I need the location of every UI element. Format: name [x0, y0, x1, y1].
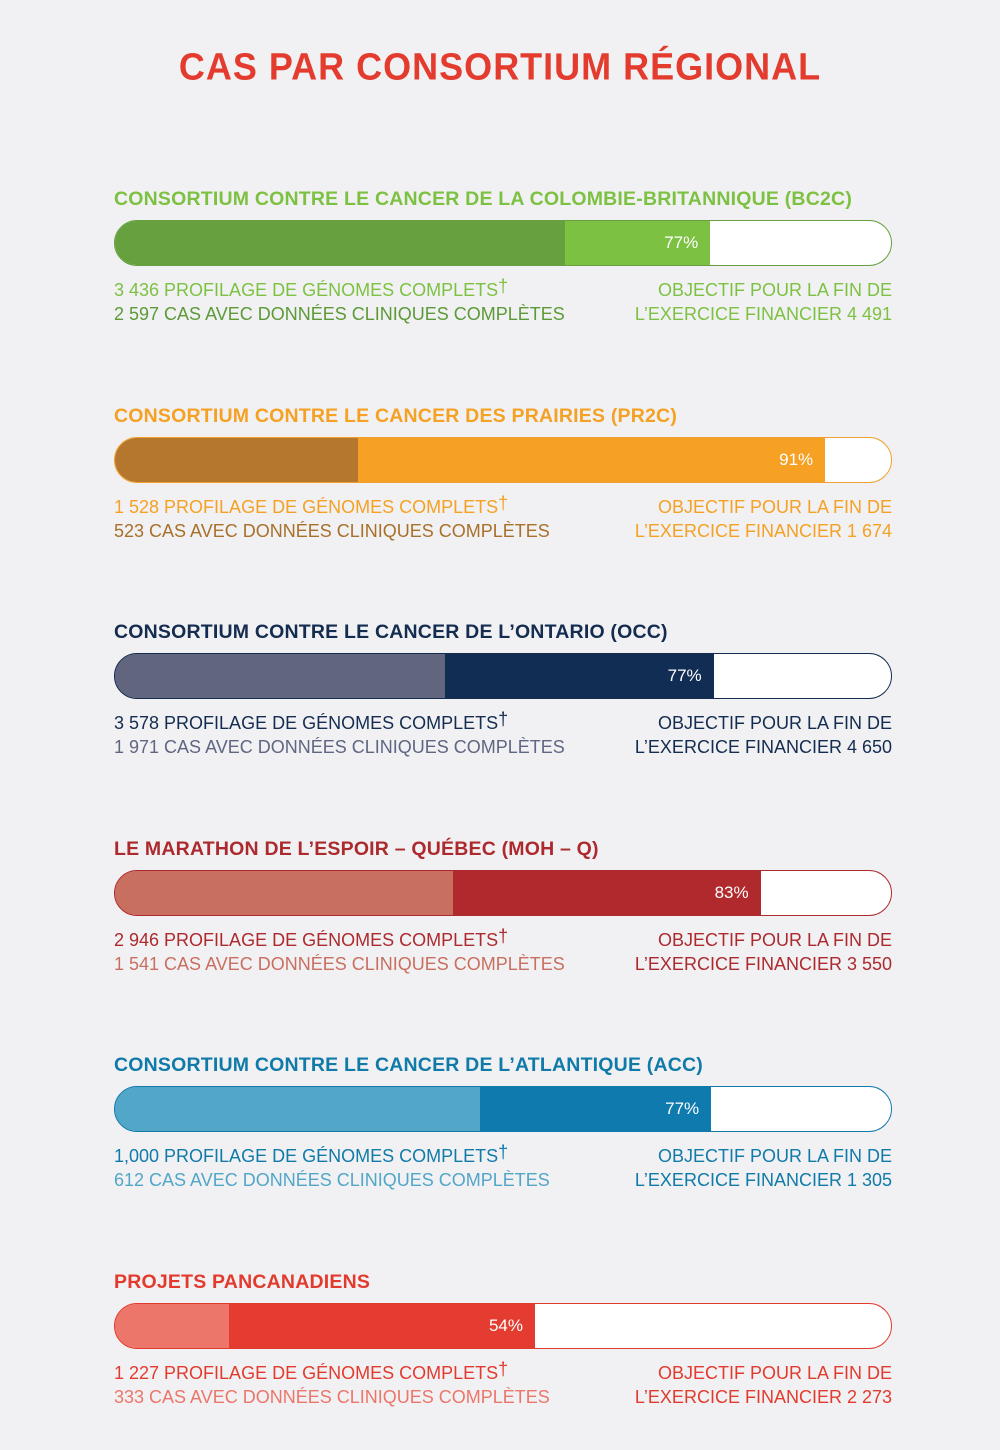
objective-line-2: L’EXERCICE FINANCIER 1 674 [634, 520, 892, 541]
percent-label: 83% [714, 882, 749, 902]
footnote-dagger: † [498, 1358, 509, 1379]
objective-line-2: L’EXERCICE FINANCIER 1 305 [634, 1170, 892, 1190]
genomes-count-line [114, 925, 565, 952]
clinical-count-line: 333 CAS AVEC DONNÉES CLINIQUES COMPLÈTES [114, 1386, 550, 1407]
genomes-count-text: 1 227 PROFILAGE DE GÉNOMES COMPLETS [114, 1362, 499, 1383]
objective-line-1: OBJECTIF POUR LA FIN DE [657, 713, 892, 733]
page-title: CAS PAR CONSORTIUM RÉGIONAL [178, 44, 822, 88]
consortium-title: CONSORTIUM CONTRE LE CANCER DE L’ONTARIO (OCC) [114, 621, 668, 643]
footnote-dagger: † [498, 1142, 509, 1162]
progress-bar [114, 1086, 892, 1132]
genomes-count-text: 2 946 PROFILAGE DE GÉNOMES COMPLETS [114, 929, 499, 950]
objective-text [635, 711, 892, 759]
clinical-count-line: 1 541 CAS AVEC DONNÉES CLINIQUES COMPLÈTES [114, 953, 565, 974]
objective-line-1: OBJECTIF POUR LA FIN DE [657, 929, 892, 950]
clinical-count-line: 2 597 CAS AVEC DONNÉES CLINIQUES COMPLÈTES [114, 304, 565, 324]
progress-bar [114, 1303, 892, 1349]
footnote-dagger: † [498, 492, 509, 513]
genomes-count-text: 1 528 PROFILAGE DE GÉNOMES COMPLETS [114, 496, 499, 517]
objective-text [635, 278, 892, 326]
stats-left [114, 278, 565, 326]
footnote-dagger: † [498, 276, 509, 296]
genomes-count-text: 1,000 PROFILAGE DE GÉNOMES COMPLETS [114, 1146, 499, 1166]
clinical-count-line: 612 CAS AVEC DONNÉES CLINIQUES COMPLÈTES [114, 1170, 550, 1190]
genomes-count-text: 3 436 PROFILAGE DE GÉNOMES COMPLETS [114, 280, 499, 300]
genomes-count-line [114, 1358, 550, 1385]
stats-left [114, 1144, 550, 1192]
clinical-count-line: 1 971 CAS AVEC DONNÉES CLINIQUES COMPLÈTES [114, 737, 565, 757]
clinical-count-line: 523 CAS AVEC DONNÉES CLINIQUES COMPLÈTES [114, 520, 550, 541]
percent-label: 77% [665, 1099, 700, 1118]
objective-line-2: L’EXERCICE FINANCIER 3 550 [634, 953, 892, 974]
consortium-title: CONSORTIUM CONTRE LE CANCER DES PRAIRIES (PR2C) [114, 404, 678, 427]
percent-label: 54% [488, 1315, 523, 1335]
stats-left [114, 925, 565, 976]
objective-line-1: OBJECTIF POUR LA FIN DE [657, 280, 892, 300]
percent-label: 77% [667, 666, 702, 685]
objective-line-1: OBJECTIF POUR LA FIN DE [657, 1146, 892, 1166]
percent-label: 77% [664, 233, 699, 252]
progress-bar [114, 437, 892, 483]
stats-left [114, 1358, 550, 1409]
objective-text [635, 928, 892, 976]
stats-left [114, 492, 550, 543]
percent-label: 91% [779, 449, 814, 469]
progress-bar [114, 870, 892, 916]
footnote-dagger: † [498, 925, 509, 946]
progress-bar [114, 653, 892, 699]
genomes-count-line [114, 711, 565, 735]
consortium-title: PROJETS PANCANADIENS [114, 1270, 371, 1293]
objective-text [635, 1144, 892, 1192]
objective-line-2: L’EXERCICE FINANCIER 4 491 [634, 304, 892, 324]
objective-line-2: L’EXERCICE FINANCIER 4 650 [634, 737, 892, 757]
consortium-title: LE MARATHON DE L’ESPOIR – QUÉBEC (MOH – Q) [114, 837, 599, 860]
footnote-dagger: † [498, 709, 509, 729]
objective-line-2: L’EXERCICE FINANCIER 2 273 [634, 1386, 892, 1407]
consortium-title: CONSORTIUM CONTRE LE CANCER DE LA COLOMBIE-BRITANNIQUE (BC2C) [114, 188, 853, 210]
objective-text [635, 495, 892, 543]
genomes-count-line [114, 278, 565, 302]
progress-bar [114, 220, 892, 266]
stats-left [114, 711, 565, 759]
genomes-count-line [114, 492, 550, 519]
objective-text [635, 1361, 892, 1409]
objective-line-1: OBJECTIF POUR LA FIN DE [657, 496, 892, 517]
genomes-count-line [114, 1144, 550, 1168]
objective-line-1: OBJECTIF POUR LA FIN DE [657, 1362, 892, 1383]
genomes-count-text: 3 578 PROFILAGE DE GÉNOMES COMPLETS [114, 713, 499, 733]
consortium-title: CONSORTIUM CONTRE LE CANCER DE L’ATLANTIQUE (ACC) [114, 1054, 704, 1076]
